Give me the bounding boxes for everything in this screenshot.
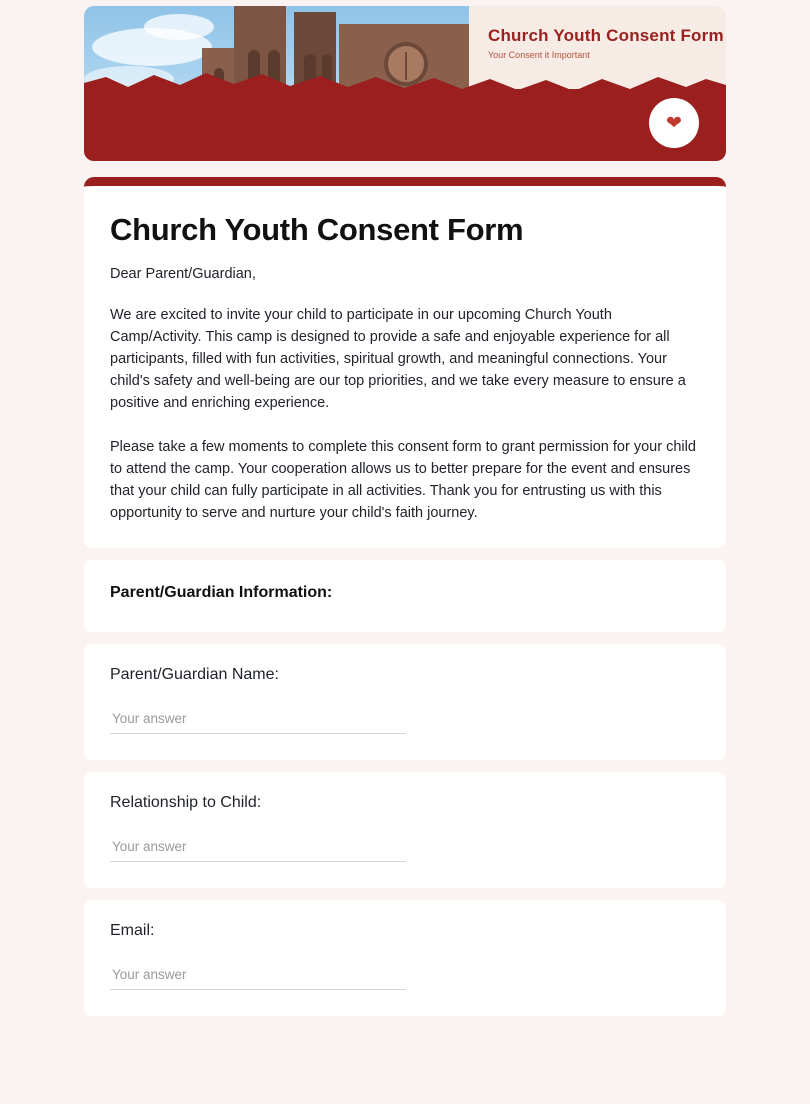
banner-title: Church Youth Consent Form (488, 26, 724, 45)
form-header-banner (84, 6, 726, 161)
organization-logo (649, 98, 699, 148)
banner-red-band (84, 89, 726, 161)
question-label: Email: (110, 922, 155, 939)
question-label: Relationship to Child: (110, 794, 262, 811)
section-heading: Parent/Guardian Information: (110, 584, 333, 601)
parent-guardian-section-card (84, 560, 726, 632)
page-title: Church Youth Consent Form (110, 212, 524, 247)
torn-edge-icon (84, 67, 726, 97)
question-label: Parent/Guardian Name: (110, 666, 279, 683)
cathedral-spire (244, 6, 274, 18)
email-field[interactable] (110, 967, 406, 990)
question-card-email (84, 900, 726, 1016)
heart-in-hands-icon: ❤ (666, 112, 682, 134)
cloud-shape (144, 14, 214, 40)
intro-paragraph-2: Please take a few moments to complete this consent form to grant permission for your child to attend the camp. Your cooperation allows us to better prepare for the event and ensures that your child can fully participate in all activities. Thank you for entrusting us with this opportunity to serve and nurture your child's faith journey. (110, 439, 696, 521)
question-card-relationship (84, 772, 726, 888)
question-card-parent-name (84, 644, 726, 760)
form-intro-card (84, 177, 726, 548)
banner-subtitle: Your Consent it Important (488, 50, 590, 60)
parent-name-input[interactable] (110, 711, 406, 734)
relationship-input[interactable] (110, 839, 406, 862)
intro-paragraph-1: We are excited to invite your child to participate in our upcoming Church Youth Camp/Activity. This camp is designed to provide a safe and enjoyable experience for all participants, filled with fun activities, spiritual growth, and meaningful connections. Your child's safety and well-being are our top priorities, and we take every measure to ensure a positive and enriching experience. (110, 307, 686, 411)
salutation-text: Dear Parent/Guardian, (110, 266, 256, 282)
